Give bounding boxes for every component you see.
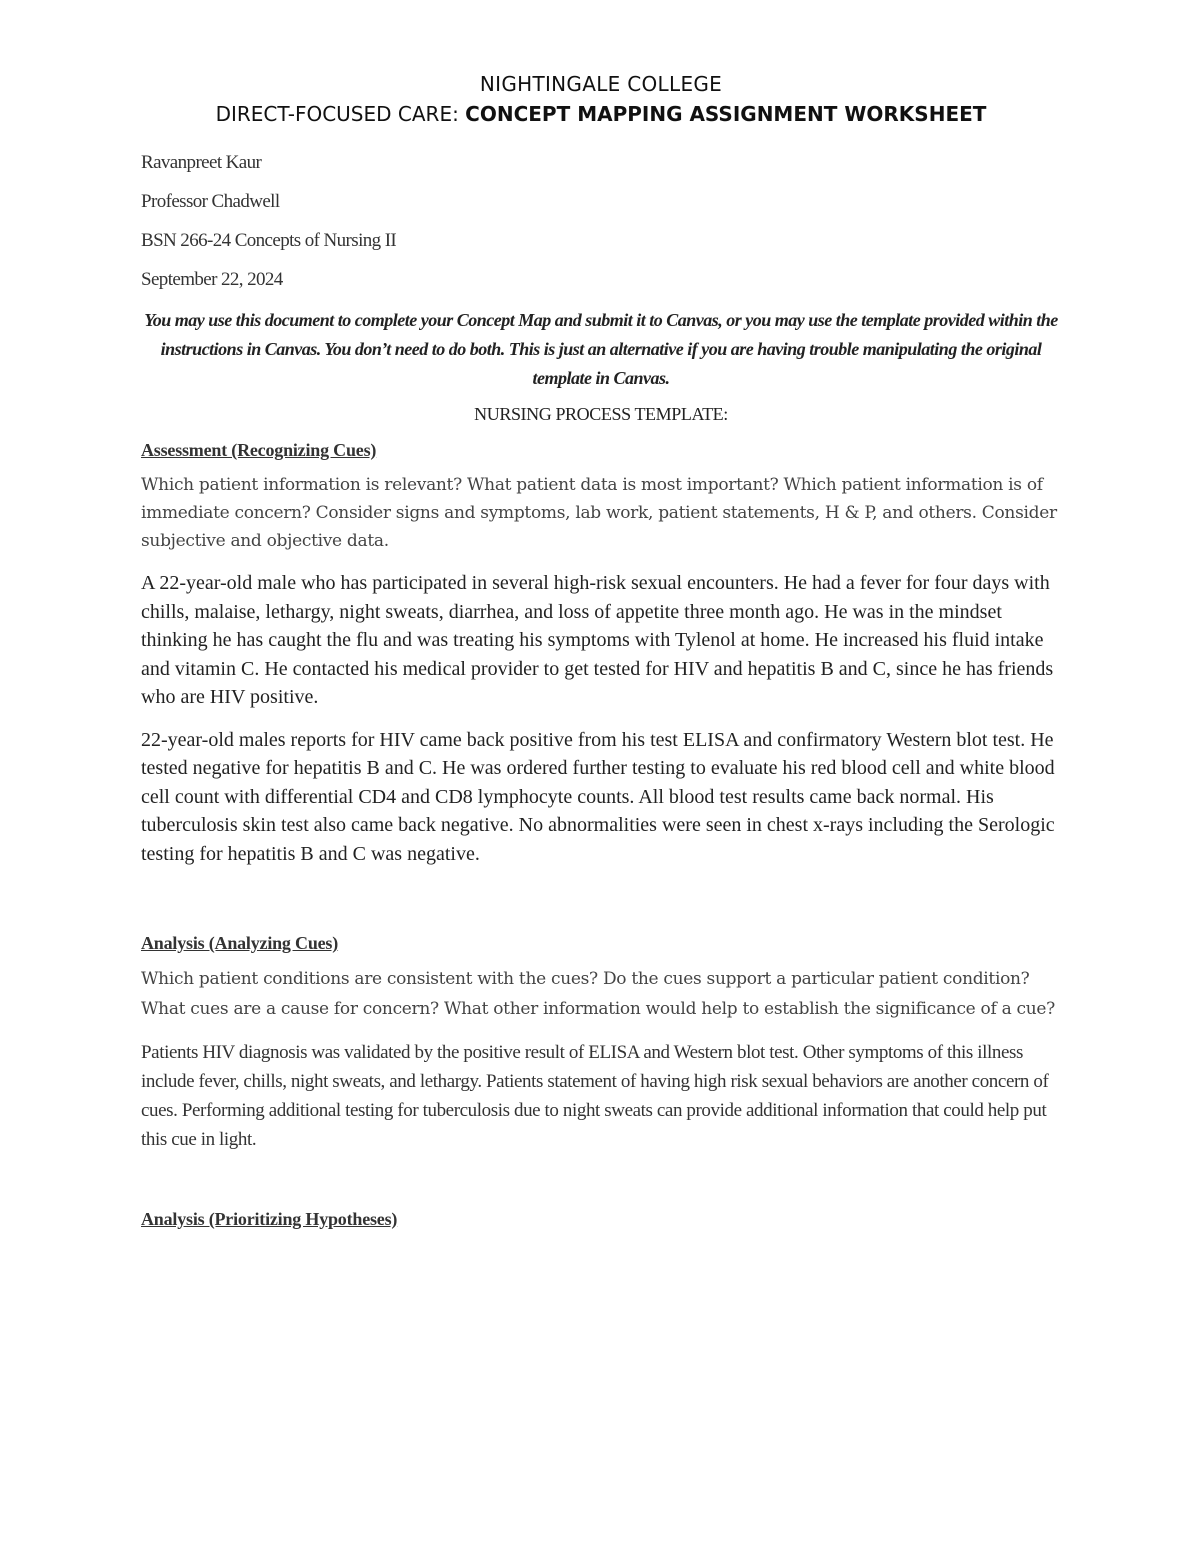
assessment-prompt: Which patient information is relevant? What patient data is most important? Which patient information is of immediate concern? Consider signs and symptoms, lab work, patient statements, H & P, and others. Consider subjective and objective data.: [141, 475, 1057, 551]
document-header: [141, 70, 1061, 130]
assessment-heading: Assessment (Recognizing Cues): [141, 440, 377, 460]
worksheet-title-bold: CONCEPT MAPPING ASSIGNMENT WORKSHEET: [465, 102, 987, 126]
section-spacer: [141, 1154, 1061, 1206]
assignment-date: September 22, 2024: [141, 269, 283, 290]
analysis-cues-heading: Analysis (Analyzing Cues): [141, 933, 339, 953]
document-page: [141, 70, 1061, 1232]
worksheet-title-prefix: DIRECT-FOCUSED CARE:: [215, 102, 466, 126]
course-name: BSN 266-24 Concepts of Nursing II: [141, 230, 397, 251]
instructions-note: You may use this document to complete your Concept Map and submit it to Canvas, or you may use the template provided within the instructions in Canvas. You don’t need to do both. This is just an alternative if you are having trouble manipulating the original template in Canvas.: [144, 310, 1058, 388]
analysis-cues-section: [141, 930, 1061, 1154]
analysis-hypotheses-section: [141, 1206, 1061, 1232]
assessment-section: [141, 437, 1061, 868]
assessment-paragraph-1: A 22-year-old male who has participated in several high-risk sexual encounters. He had a fever for four days with chills, malaise, lethargy, night sweats, diarrhea, and loss of appetite three month ago. He was in the mindset thinking he has caught the flu and was treating his symptoms with Tylenol at home. He increased his fluid intake and vitamin C. He contacted his medical provider to get tested for HIV and hepatitis B and C, since he has friends who are HIV positive.: [141, 572, 1054, 708]
student-name: Ravanpreet Kaur: [141, 152, 262, 173]
analysis-cues-paragraph: Patients HIV diagnosis was validated by the positive result of ELISA and Western blot test. Other symptoms of this illness include fever, chills, night sweats, and lethargy. Patients statement of having high risk sexual behaviors are another concern of cues. Performing additional testing for tuberculosis due to night sweats can provide additional information that could help put this cue in light.: [141, 1042, 1049, 1150]
student-info: [141, 150, 1061, 292]
worksheet-title: [131, 98, 1071, 130]
professor-name: Professor Chadwell: [141, 191, 280, 212]
template-title: NURSING PROCESS TEMPLATE:: [474, 404, 728, 424]
analysis-hypotheses-heading: Analysis (Prioritizing Hypotheses): [141, 1209, 398, 1229]
assessment-paragraph-2: 22-year-old males reports for HIV came back positive from his test ELISA and confirmatory Western blot test. He tested negative for hepatitis B and C. He was ordered further testing to evaluate his red blood cell and white blood cell count with differential CD4 and CD8 lymphocyte counts. All blood test results came back normal. His tuberculosis skin test also came back negative. No abnormalities were seen in chest x-rays including the Serologic testing for hepatitis B and C was negative.: [141, 728, 1055, 865]
college-name: NIGHTINGALE COLLEGE: [479, 72, 723, 96]
section-spacer: [141, 868, 1061, 930]
analysis-cues-prompt: Which patient conditions are consistent with the cues? Do the cues support a particular patient condition? What cues are a cause for concern? What other information would help to establish the significance of a cue?: [141, 969, 1055, 1019]
